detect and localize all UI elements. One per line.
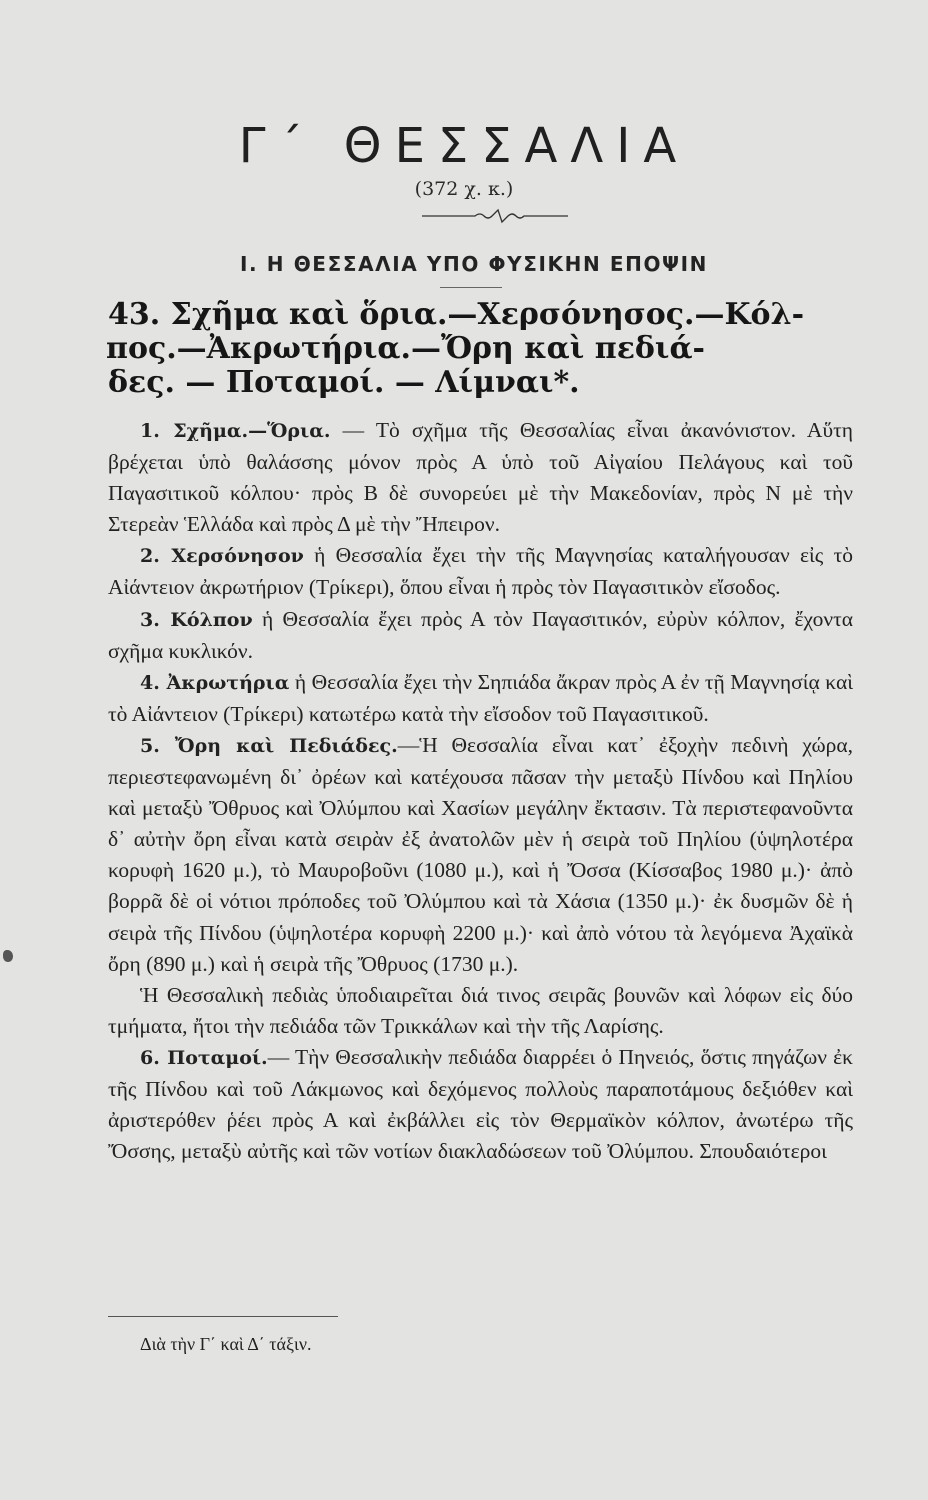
paragraph-shape-borders — [108, 415, 853, 540]
section-heading: Ι. Η ΘΕΣΣΑΛΙΑ ΥΠΟ ΦΥΣΙΚΗΝ ΕΠΟΨΙΝ — [240, 252, 709, 276]
lesson-heading-line: πος.—Ἀκρωτήρια.—Ὄρη καὶ πεδιά- — [106, 331, 705, 366]
ink-blot — [3, 950, 13, 962]
chapter-subtitle: (372 χ. κ.) — [414, 178, 514, 200]
lesson-heading-line: 43. Σχῆμα καὶ ὅρια.—Χερσόνησος.—Κόλ- — [108, 297, 805, 332]
paragraph-text: ἡ Θεσσαλία ἔχει πρὸς Α τὸν Παγασιτικόν, εὐρὺν κόλπον, ἔχοντα σχῆμα κυκλικόν. — [108, 606, 853, 663]
chapter-title: Γ΄ ΘΕΣΣΑΛΙΑ — [238, 118, 690, 174]
paragraph-text: Ἡ Θεσσαλικὴ πεδιὰς ὑποδιαιρεῖται διά τινος σειρᾶς βουνῶν καὶ λόφων εἰς δύο τμήματα, ἤτοι τὴν πεδιάδα τῶν Τρικκάλων καὶ τὴν τῆς Λαρίσης. — [108, 982, 853, 1038]
paragraph-mountains-plains — [108, 730, 853, 980]
paragraph-text: — Τὴν Θεσσαλικὴν πεδιάδα διαρρέει ὁ Πηνειός, ὅστις πηγάζων ἐκ τῆς Πίνδου καὶ τοῦ Λάκμωνος καὶ δεχόμενος πολλοὺς παραποτάμους δεξιόθεν καὶ ἀριστερόθεν ῥέει πρὸς Α καὶ ἐκβάλλει εἰς τὸν Θερμαϊκὸν κόλπον, ἀνωτέρω τῆς Ὄσσης, μεταξὺ αὐτῆς καὶ τῶν νοτίων διακλαδώσεων τοῦ Ὀλύμπου. Σπουδαιότεροι — [108, 1044, 854, 1164]
paragraph-thessalian-plain — [108, 980, 853, 1042]
paragraph-rivers — [108, 1042, 853, 1167]
paragraph-gulf — [108, 604, 853, 667]
paragraph-label: 3. Κόλπον — [140, 608, 253, 631]
paragraph-label: 2. Χερσόνησον — [140, 545, 304, 568]
paragraph-label: 5. Ὄρη καὶ Πεδιάδες. — [140, 734, 398, 757]
footnote-divider — [108, 1316, 338, 1317]
body-text — [108, 415, 853, 1167]
paragraph-text: — Τὸ σχῆμα τῆς Θεσσαλίας εἶναι ἀκανόνιστον. Αὕτη βρέχεται ὑπὸ θαλάσσης μόνον πρὸς Α ὑπὸ τοῦ Αἰγαίου Πελάγους καὶ τοῦ Παγασιτικοῦ κόλπου· πρὸς Β δὲ συνορεύει μὲ τὴν Μακεδονίαν, πρὸς Ν μὲ τὴν Στερεὰν Ἑλλάδα καὶ πρὸς Δ μὲ τὴν Ἤπειρον. — [108, 418, 853, 537]
paragraph-text: ἡ Θεσσαλία ἔχει τὴν τῆς Μαγνησίας καταλήγουσαν εἰς τὸ Αἰάντειον ἀκρωτήριον (Τρίκερι), ὅπου εἶναι ἡ πρὸς τὸν Παγασιτικὸν εἴσοδος. — [108, 543, 853, 600]
lesson-heading-line: δες. — Ποταμοί. — Λίμναι*. — [108, 365, 580, 400]
decorative-ornament — [420, 206, 570, 226]
paragraph-text: ἡ Θεσσαλία ἔχει τὴν Σηπιάδα ἄκραν πρὸς Α ἐν τῇ Μαγνησίᾳ καὶ τὸ Αἰάντειον (Τρίκερι) κατωτέρω κατὰ τὴν εἴσοδον τοῦ Παγασιτικοῦ. — [108, 669, 853, 726]
paragraph-label: 4. Ἀκρωτήρια — [140, 671, 290, 694]
paragraph-capes — [108, 667, 853, 730]
heading-divider — [440, 287, 502, 288]
paragraph-label: 1. Σχῆμα.—Ὅρια. — [140, 420, 331, 442]
paragraph-text: —Ἡ Θεσσαλία εἶναι κατ᾽ ἐξοχὴν πεδινὴ χώρα, περιεστεφανωμένη δι᾽ ὀρέων καὶ κατέχουσα πᾶσαν τὴν μεταξὺ Πίνδου καὶ Πηλίου καὶ μεταξὺ Ὄθρυος καὶ Ὀλύμπου καὶ Χασίων μεγάλην ἔκτασιν. Τὰ περιστεφανοῦντα δ᾽ αὐτὴν ὄρη εἶναι κατὰ σειρὰν ἐξ ἀνατολῶν μὲν ἡ σειρὰ τοῦ Πηλίου (ὑψηλοτέρα κορυφὴ 1620 μ.), τὸ Μαυροβοῦνι (1080 μ.), καὶ ἡ Ὄσσα (Κίσσαβος 1980 μ.)· ἀπὸ βορρᾶ δὲ οἱ νότιοι πρόποδες τοῦ Ὀλύμπου καὶ τὰ Χάσια (1350 μ.)· ἐκ δυσμῶν δὲ ἡ σειρὰ τῆς Πίνδου (ὑψηλοτέρα κορυφὴ 2200 μ.)· καὶ ἀπὸ νότου τὰ λεγόμενα Ἀχαϊκὰ ὄρη (890 μ.) καὶ ἡ σειρὰ τῆς Ὄθρυος (1730 μ.). — [108, 732, 853, 976]
paragraph-label: 6. Ποταμοί. — [140, 1046, 268, 1069]
paragraph-peninsula — [108, 540, 853, 603]
lesson-heading — [108, 298, 878, 400]
footnote: Διὰ τὴν Γ΄ καὶ Δ΄ τάξιν. — [140, 1334, 312, 1354]
